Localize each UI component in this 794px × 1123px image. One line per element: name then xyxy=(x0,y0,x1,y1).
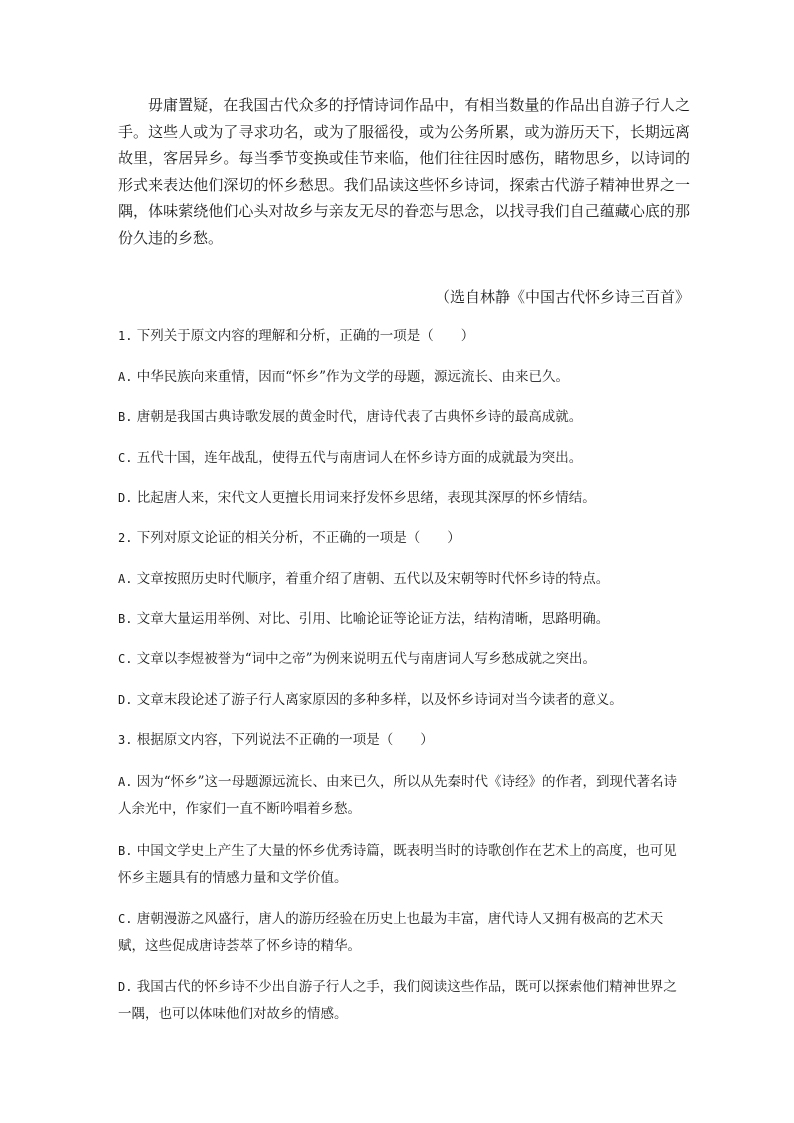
question-3-option-b xyxy=(118,838,690,892)
option-letter: C. xyxy=(118,652,133,666)
question-2-option-a xyxy=(118,566,690,593)
option-letter: A. xyxy=(118,370,133,384)
question-text: 下列对原文论证的相关分析，不正确的一项是（ ） xyxy=(136,530,461,546)
question-1-stem xyxy=(118,323,690,350)
source-citation: （选自林静《中国古代怀乡诗三百首》 xyxy=(434,288,690,306)
question-3-option-d xyxy=(118,974,690,1028)
option-text: 因为“怀乡”这一母题源远流长、由来已久，所以从先秦时代《诗经》的作者，到现代著名诗人余光中，作家们一直不断吟唱着乡愁。 xyxy=(118,774,678,817)
question-number: 2. xyxy=(118,531,133,545)
question-3-option-c xyxy=(118,906,690,960)
option-letter: C. xyxy=(118,912,133,926)
question-2-option-b xyxy=(118,606,690,633)
option-text: 文章以李煜被誉为“词中之帝”为例来说明五代与南唐词人写乡愁成就之突出。 xyxy=(136,651,597,667)
option-text: 中华民族向来重情，因而“怀乡”作为文学的母题，源远流长、由来已久。 xyxy=(136,369,570,385)
passage-paragraph: 毋庸置疑，在我国古代众多的抒情诗词作品中，有相当数量的作品出自游子行人之手。这些人或为了寻求功名，或为了服徭役，或为公务所累，或为游历天下，长期远离故里，客居异乡。每当季节变换或佳节来临，他们往往因时感伤，睹物思乡，以诗词的形式来表达他们深切的怀乡愁思。我们品读这些怀乡诗词，探索古代游子精神世界之一隅，体味萦绕他们心头对故乡与亲友无尽的眷恋与思念，以找寻我们自己蕴藏心底的那份久违的乡愁。 xyxy=(118,96,690,247)
option-letter: D. xyxy=(118,693,133,707)
question-number: 3. xyxy=(118,733,133,747)
option-text: 唐朝漫游之风盛行，唐人的游历经验在历史上也最为丰富，唐代诗人又拥有极高的艺术天赋，这些促成唐诗荟萃了怀乡诗的精华。 xyxy=(118,911,664,954)
question-1-option-c xyxy=(118,445,690,472)
question-text: 下列关于原文内容的理解和分析，正确的一项是（ ） xyxy=(136,328,475,344)
question-text: 根据原文内容，下列说法不正确的一项是（ ） xyxy=(136,732,434,748)
option-letter: A. xyxy=(118,572,133,586)
option-text: 我国古代的怀乡诗不少出自游子行人之手，我们阅读这些作品，既可以探索他们精神世界之一隅，也可以体味他们对故乡的情感。 xyxy=(118,979,677,1022)
option-letter: B. xyxy=(118,410,133,424)
option-text: 中国文学史上产生了大量的怀乡优秀诗篇，既表明当时的诗歌创作在艺术上的高度，也可见怀乡主题具有的情感力量和文学价值。 xyxy=(118,843,677,886)
question-number: 1. xyxy=(118,329,133,343)
option-text: 比起唐人来，宋代文人更擅长用词来抒发怀乡思绪，表现其深厚的怀乡情结。 xyxy=(136,490,596,506)
question-1-option-a xyxy=(118,364,690,391)
option-letter: A. xyxy=(118,775,133,789)
question-2-option-d xyxy=(118,687,690,714)
question-1-option-b xyxy=(118,404,690,431)
question-3-stem xyxy=(118,727,690,754)
option-text: 五代十国，连年战乱，使得五代与南唐词人在怀乡诗方面的成就最为突出。 xyxy=(136,450,583,466)
option-text: 文章末段论述了游子行人离家原因的多种多样，以及怀乡诗词对当今读者的意义。 xyxy=(136,692,623,708)
option-letter: C. xyxy=(118,451,133,465)
option-letter: D. xyxy=(118,491,133,505)
option-letter: B. xyxy=(118,612,133,626)
question-1-option-d xyxy=(118,485,690,512)
option-text: 唐朝是我国古典诗歌发展的黄金时代，唐诗代表了古典怀乡诗的最高成就。 xyxy=(136,409,583,425)
question-3-option-a xyxy=(118,769,690,823)
option-letter: B. xyxy=(118,844,133,858)
option-letter: D. xyxy=(118,980,133,994)
question-2-stem xyxy=(118,525,690,552)
option-text: 文章大量运用举例、对比、引用、比喻论证等论证方法，结构清晰，思路明确。 xyxy=(136,611,610,627)
question-2-option-c xyxy=(118,646,690,673)
option-text: 文章按照历史时代顺序，着重介绍了唐朝、五代以及宋朝等时代怀乡诗的特点。 xyxy=(136,571,610,587)
